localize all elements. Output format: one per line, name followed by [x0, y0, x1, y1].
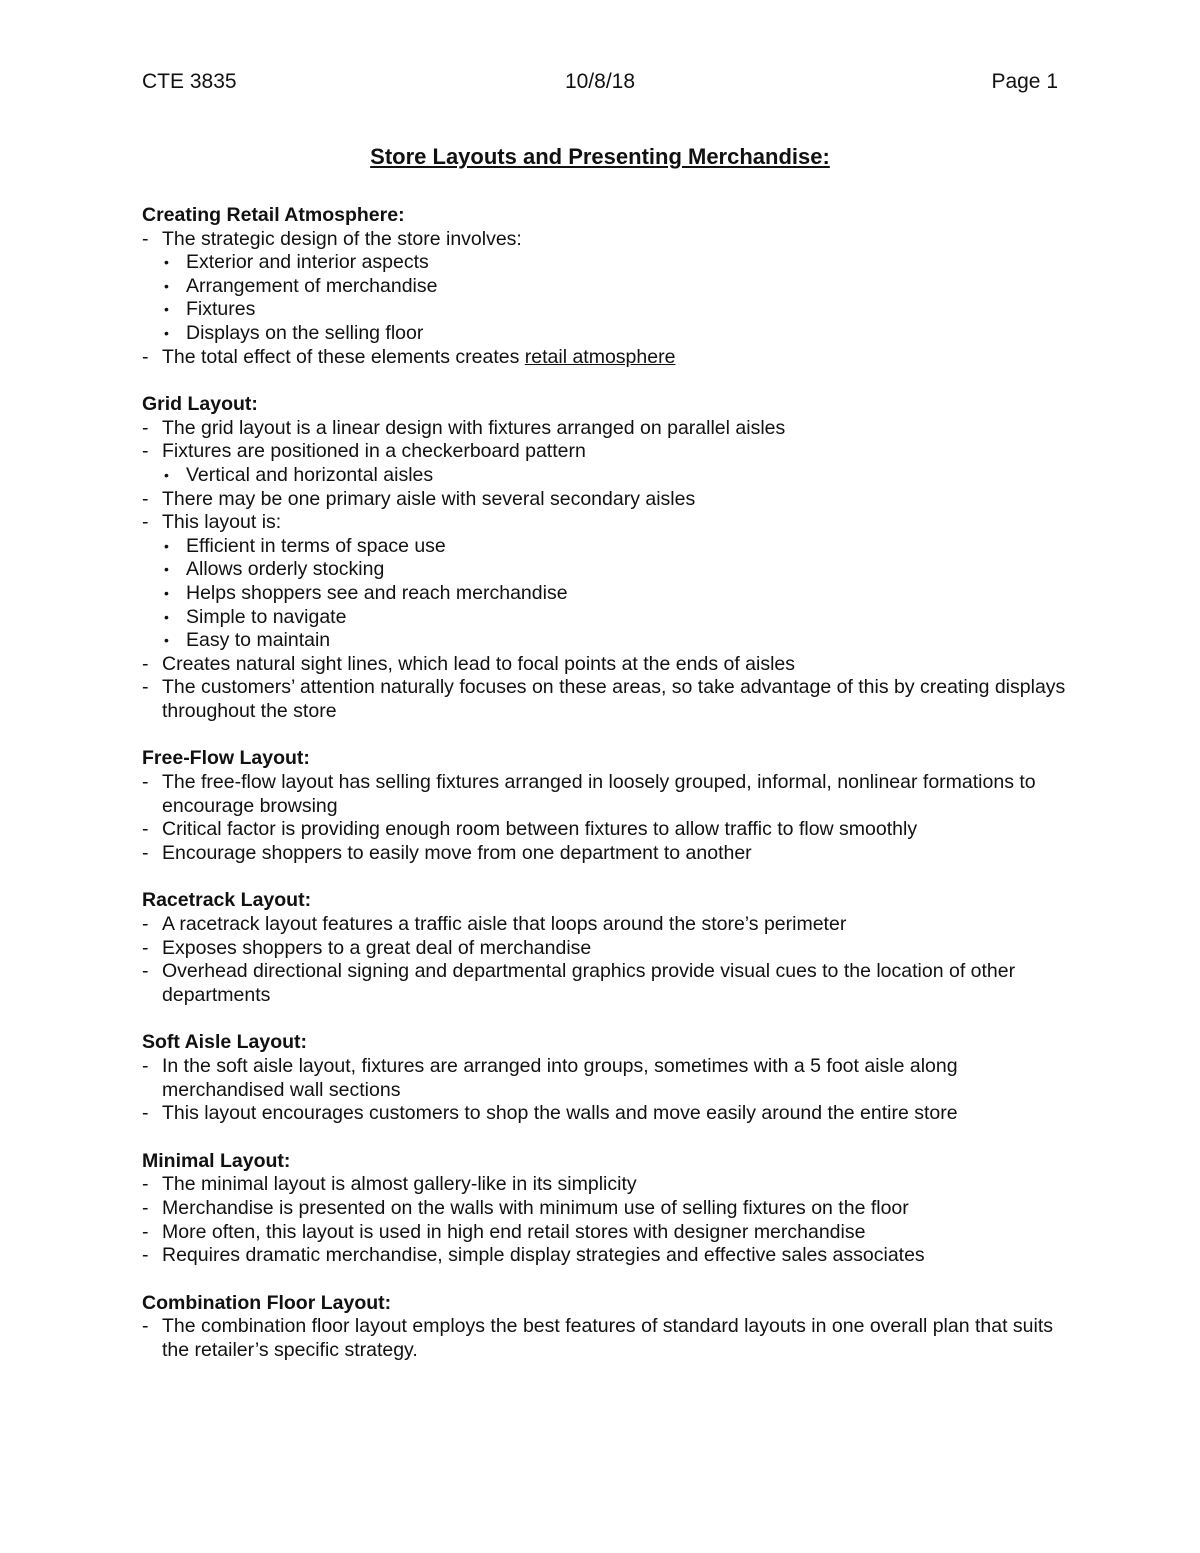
section-heading: Free-Flow Layout:: [142, 747, 310, 770]
list-item-text: The strategic design of the store involves:: [162, 227, 522, 250]
dash-marker: -: [142, 511, 149, 534]
page-header: [142, 70, 1058, 100]
dash-marker: -: [142, 913, 149, 936]
sub-list-item: [142, 322, 1072, 346]
section-soft-aisle: [142, 1031, 1072, 1125]
sub-list-item-text: Arrangement of merchandise: [186, 274, 438, 297]
list-item-text: The customers’ attention naturally focuses on these areas, so take advantage of this by creating displays throughout the store: [162, 676, 1066, 722]
sub-list-item: [142, 629, 1072, 653]
section-heading: Soft Aisle Layout:: [142, 1031, 308, 1054]
list-item: [142, 937, 1072, 961]
sub-list-item: [142, 464, 1072, 488]
list-item: [142, 228, 1072, 252]
list-item: [142, 1244, 1072, 1268]
section-combination: [142, 1292, 1072, 1363]
section-grid: [142, 393, 1072, 723]
dash-marker: -: [142, 416, 149, 439]
sub-list-item: [142, 298, 1072, 322]
list-item-text: Creates natural sight lines, which lead to focal points at the ends of aisles: [162, 652, 796, 675]
dash-marker: -: [142, 440, 149, 463]
list-item: [142, 842, 1072, 866]
sub-list-item-text: Displays on the selling floor: [186, 321, 424, 344]
sub-list-item: [142, 606, 1072, 630]
section-heading: Creating Retail Atmosphere:: [142, 204, 405, 226]
sub-list-item: [142, 582, 1072, 606]
list-item-text: Merchandise is presented on the walls with minimum use of selling fixtures on the floor: [162, 1196, 909, 1219]
document-date: 10/8/18: [564, 70, 636, 93]
list-item-text: The free-flow layout has selling fixtures arranged in loosely grouped, informal, nonlinear formations to encourage browsing: [162, 771, 1036, 817]
bullet-icon: •: [164, 584, 169, 601]
dash-marker: -: [142, 936, 149, 959]
document-body: [142, 204, 1072, 1387]
bullet-icon: •: [164, 324, 169, 341]
dash-marker: -: [142, 818, 149, 841]
dash-marker: -: [142, 1055, 149, 1077]
dash-marker: -: [142, 1315, 149, 1338]
list-item-text: The grid layout is a linear design with fixtures arranged on parallel aisles: [162, 416, 786, 439]
section-heading: Combination Floor Layout:: [142, 1291, 392, 1314]
section-minimal: [142, 1150, 1072, 1268]
list-item: [142, 960, 1072, 1007]
page-number: Page 1: [991, 70, 1058, 93]
bullet-icon: •: [164, 254, 169, 271]
list-item-text: Fixtures are positioned in a checkerboard pattern: [162, 440, 586, 463]
list-item: [142, 653, 1072, 677]
dash-marker: -: [142, 227, 149, 250]
bullet-icon: •: [164, 608, 169, 625]
section-heading: Minimal Layout:: [142, 1149, 291, 1172]
dash-marker: -: [142, 676, 149, 699]
list-item-text: This layout encourages customers to shop the walls and move easily around the entire store: [162, 1102, 958, 1125]
list-item: [142, 346, 1072, 370]
bullet-icon: •: [164, 301, 169, 318]
list-item-text: In the soft aisle layout, fixtures are arranged into groups, sometimes with a 5 foot aisle along merchandised wall sections: [162, 1055, 958, 1101]
list-item-text: The minimal layout is almost gallery-like in its simplicity: [162, 1173, 637, 1196]
dash-marker: -: [142, 1173, 149, 1196]
dash-marker: -: [142, 1220, 149, 1243]
bullet-icon: •: [164, 561, 169, 578]
section-heading: Racetrack Layout:: [142, 889, 312, 912]
list-item-text: Exposes shoppers to a great deal of merchandise: [162, 936, 592, 959]
dash-marker: -: [142, 1196, 149, 1219]
list-item: [142, 440, 1072, 464]
list-item: [142, 1173, 1072, 1197]
document-title: Store Layouts and Presenting Merchandise:: [370, 144, 830, 169]
course-code: CTE 3835: [142, 70, 237, 93]
list-item: [142, 1197, 1072, 1221]
list-item: [142, 417, 1072, 441]
list-item: [142, 511, 1072, 535]
dash-marker: -: [142, 771, 149, 794]
dash-marker: -: [142, 1244, 149, 1267]
bullet-icon: •: [164, 537, 169, 554]
retail-atmosphere-term: retail atmosphere: [524, 345, 676, 368]
list-item: [142, 488, 1072, 512]
sub-list-item-text: Allows orderly stocking: [186, 558, 385, 581]
list-item-text: Encourage shoppers to easily move from one department to another: [162, 841, 752, 864]
list-item: [142, 1221, 1072, 1245]
list-item: [142, 676, 1072, 723]
bullet-icon: •: [164, 632, 169, 649]
sub-list-item-text: Exterior and interior aspects: [186, 251, 429, 274]
list-item-text: This layout is:: [162, 511, 282, 534]
dash-marker: -: [142, 960, 149, 983]
list-item-text: There may be one primary aisle with several secondary aisles: [162, 487, 696, 510]
list-item: [142, 913, 1072, 937]
section-free-flow: [142, 747, 1072, 865]
bullet-icon: •: [164, 277, 169, 294]
sub-list-item-text: Vertical and horizontal aisles: [186, 463, 434, 486]
dash-marker: -: [142, 487, 149, 510]
list-item-text: Overhead directional signing and departmental graphics provide visual cues to the location of other departments: [162, 960, 1016, 1006]
sub-list-item: [142, 251, 1072, 275]
list-item-text: Requires dramatic merchandise, simple display strategies and effective sales associates: [162, 1244, 925, 1267]
section-heading: Grid Layout:: [142, 393, 258, 416]
sub-list-item: [142, 558, 1072, 582]
list-item-text: More often, this layout is used in high end retail stores with designer merchandise: [162, 1220, 866, 1243]
section-atmosphere: [142, 204, 1072, 369]
list-item: [142, 1055, 1072, 1102]
dash-marker: -: [142, 345, 149, 368]
list-item-text: The total effect of these elements creates: [162, 345, 525, 368]
dash-marker: -: [142, 1102, 149, 1125]
dash-marker: -: [142, 652, 149, 675]
sub-list-item: [142, 275, 1072, 299]
list-item-text: A racetrack layout features a traffic aisle that loops around the store’s perimeter: [162, 913, 847, 936]
list-item: [142, 1315, 1072, 1362]
list-item: [142, 771, 1072, 818]
bullet-icon: •: [164, 466, 169, 483]
list-item-text: Critical factor is providing enough room between fixtures to allow traffic to flow smoothly: [162, 818, 918, 841]
section-racetrack: [142, 889, 1072, 1007]
list-item-text: The combination floor layout employs the best features of standard layouts in one overall plan that suits the retailer’s specific strategy.: [162, 1315, 1054, 1361]
sub-list-item-text: Simple to navigate: [186, 605, 347, 628]
sub-list-item-text: Easy to maintain: [186, 629, 331, 652]
sub-list-item-text: Helps shoppers see and reach merchandise: [186, 581, 568, 604]
dash-marker: -: [142, 841, 149, 864]
list-item: [142, 818, 1072, 842]
sub-list-item-text: Fixtures: [186, 298, 256, 321]
sub-list-item-text: Efficient in terms of space use: [186, 534, 446, 557]
sub-list-item: [142, 535, 1072, 559]
list-item: [142, 1102, 1072, 1126]
